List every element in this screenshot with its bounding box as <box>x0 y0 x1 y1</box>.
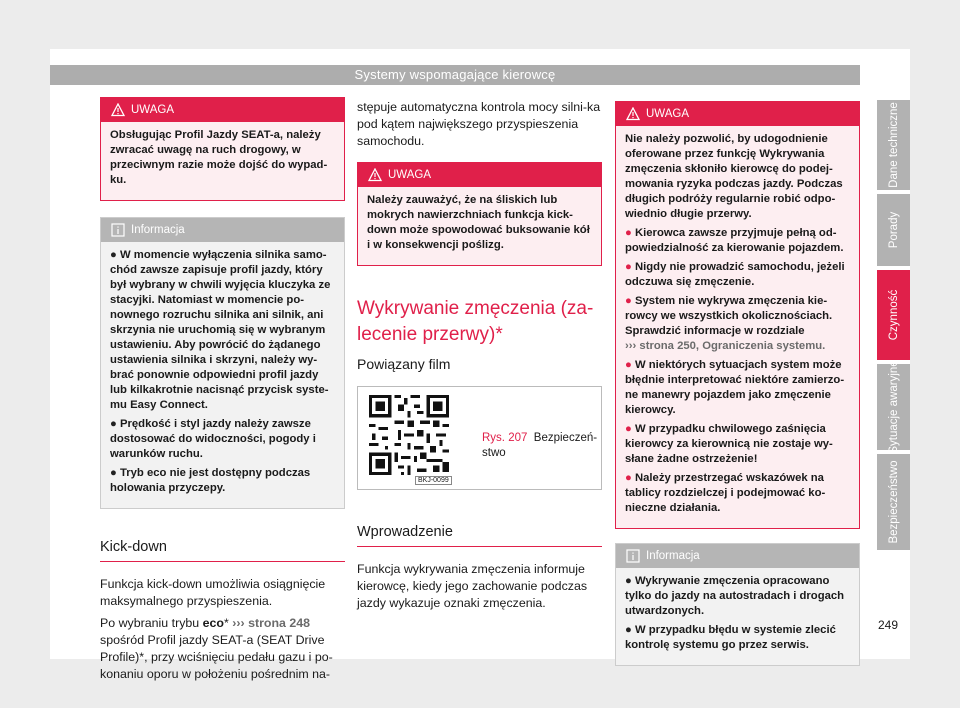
warning-triangle-icon <box>626 107 640 121</box>
column-2 <box>357 99 602 617</box>
info-label: Informacja <box>646 550 700 562</box>
page-reference-link[interactable]: ››› strona 250, Ograniczenia systemu. <box>625 340 826 352</box>
qr-code-image[interactable] <box>369 395 449 475</box>
section-title-kickdown: Kick-down <box>100 539 345 562</box>
info-item: ● W momencie wyłączenia silnika samo-chód zawsze zapisuje profil jazdy, który był wybrany w chwili wyjęcia kluczyka ze stacyjki. Natomiast w momencie po-nownego rozruchu silnika ani silnik, ani skrzynia nie uruchomią się w wybranym ustawieniu. Aby powrócić do żądanego ustawienia silnika i skrzyni, należy wy-brać ponownie odpowiedni profil jazdy lub kilkakrotnie nacisnąć przycisk syste-mu Easy Connect. <box>110 249 331 411</box>
info-item: ● Prędkość i styl jazdy należy zawsze dostosować do widoczności, pogody i warunków ruchu. <box>110 418 316 460</box>
warning-box <box>100 97 345 201</box>
info-item: ● W przypadku błędu w systemie zlecić kontrolę systemu go przez serwis. <box>625 624 836 651</box>
info-item: ● Tryb eco nie jest dostępny podczas holowania przyczepy. <box>110 467 311 494</box>
warning-item: ● System nie wykrywa zmęczenia kie-rowcy we wszystkich okolicznościach. Sprawdzić informacje w rozdziale ››› strona 250, Ograniczenia systemu. <box>625 295 833 352</box>
tab-sytuacje-awaryjne[interactable]: Sytuacje awaryjne <box>877 364 910 450</box>
warning-label: UWAGA <box>388 169 432 181</box>
page-reference-link[interactable]: ››› strona 248 <box>232 616 311 630</box>
section-title-intro: Wprowadzenie <box>357 524 602 547</box>
film-title: Powiązany film <box>357 356 451 372</box>
warning-text: Należy zauważyć, że na śliskich lub mokrych nawierzchniach funkcja kick-down może spowodować buksowanie kół i w konsekwencji poślizg. <box>367 194 590 251</box>
figure-box <box>357 386 602 490</box>
warning-header <box>616 102 859 126</box>
info-box <box>100 217 345 509</box>
chapter-tabs <box>877 100 910 554</box>
paragraph: stępuje automatyczna kontrola mocy silni-ka pod kątem największego przyspieszenia samochodu. <box>357 100 601 148</box>
tab-czynnosc[interactable]: Czynność <box>877 270 910 360</box>
warning-box <box>615 101 860 529</box>
info-header <box>616 544 859 568</box>
warning-text: Nie należy pozwolić, by udogodnienie oferowane przez funkcję Wykrywania zmęczenia skłoniło kierowcę do podej-mowania ryzyka podczas jazdy. Podczas długich podróży regularnie robić odpo-wiednio długie przerwy. <box>625 133 843 220</box>
chapter-title: Wykrywanie zmęczenia (za-lecenie przerwy)* <box>357 298 594 345</box>
warning-label: UWAGA <box>131 104 175 116</box>
warning-item: ● Kierowca zawsze przyjmuje pełną od-powiedzialność za kierowanie pojazdem. <box>625 227 844 254</box>
warning-item: ● W niektórych sytuacjach system może błędnie interpretować niektóre zamierzo-ne manewry pojazdem jako zmęczenie kierowcy. <box>625 359 845 416</box>
info-icon <box>111 223 125 237</box>
warning-text: Obsługując Profil Jazdy SEAT-a, należy zwracać uwagę na ruch drogowy, w przeciwnym razie może dojść do wypad-ku. <box>110 129 328 186</box>
info-label: Informacja <box>131 224 185 236</box>
warning-header <box>358 163 601 187</box>
warning-triangle-icon <box>111 103 125 117</box>
page-number: 249 <box>878 618 899 632</box>
warning-header <box>101 98 344 122</box>
warning-item: ● Należy przestrzegać wskazówek na tablicy rozdzielczej i podejmować ko-nieczne działania. <box>625 472 826 514</box>
paragraph: Funkcja wykrywania zmęczenia informuje kierowcę, kiedy jego zachowanie podczas jazdy wykazuje oznaki zmęczenia. <box>357 562 588 610</box>
page-header: Systemy wspomagające kierowcę <box>50 65 860 85</box>
column-3 <box>615 101 860 666</box>
paragraph: Funkcja kick-down umożliwia osiągnięcie maksymalnego przyspieszenia. <box>100 577 326 608</box>
tab-porady[interactable]: Porady <box>877 194 910 266</box>
column-1 <box>100 97 345 688</box>
tab-bezpieczenstwo[interactable]: Bezpieczeństwo <box>877 454 910 550</box>
figure-code: BKJ-0099 <box>415 476 452 485</box>
warning-triangle-icon <box>368 168 382 182</box>
warning-item: ● Nigdy nie prowadzić samochodu, jeżeli odczuwa się zmęczenie. <box>625 261 845 288</box>
info-item: ● Wykrywanie zmęczenia opracowano tylko do jazdy na autostradach i drogach utwardzonych. <box>625 575 845 617</box>
warning-box <box>357 162 602 266</box>
warning-label: UWAGA <box>646 108 690 120</box>
info-box <box>615 543 860 666</box>
warning-item: ● W przypadku chwilowego zaśnięcia kierowcy za kierownicą nie zostaje wy-słane żadne ostrzeżenie! <box>625 423 833 465</box>
info-icon <box>626 549 640 563</box>
figure-caption: Rys. 207 Bezpieczeń-stwo <box>482 432 598 459</box>
info-header <box>101 218 344 242</box>
paragraph: Po wybraniu trybu eco* ››› strona 248 spośród Profil jazdy SEAT-a (SEAT Drive Profile)*, przy wciśnięciu pedału gazu i po-konaniu oporu w położeniu pośrednim na- <box>100 616 333 681</box>
tab-dane-techniczne[interactable]: Dane techniczne <box>877 100 910 190</box>
